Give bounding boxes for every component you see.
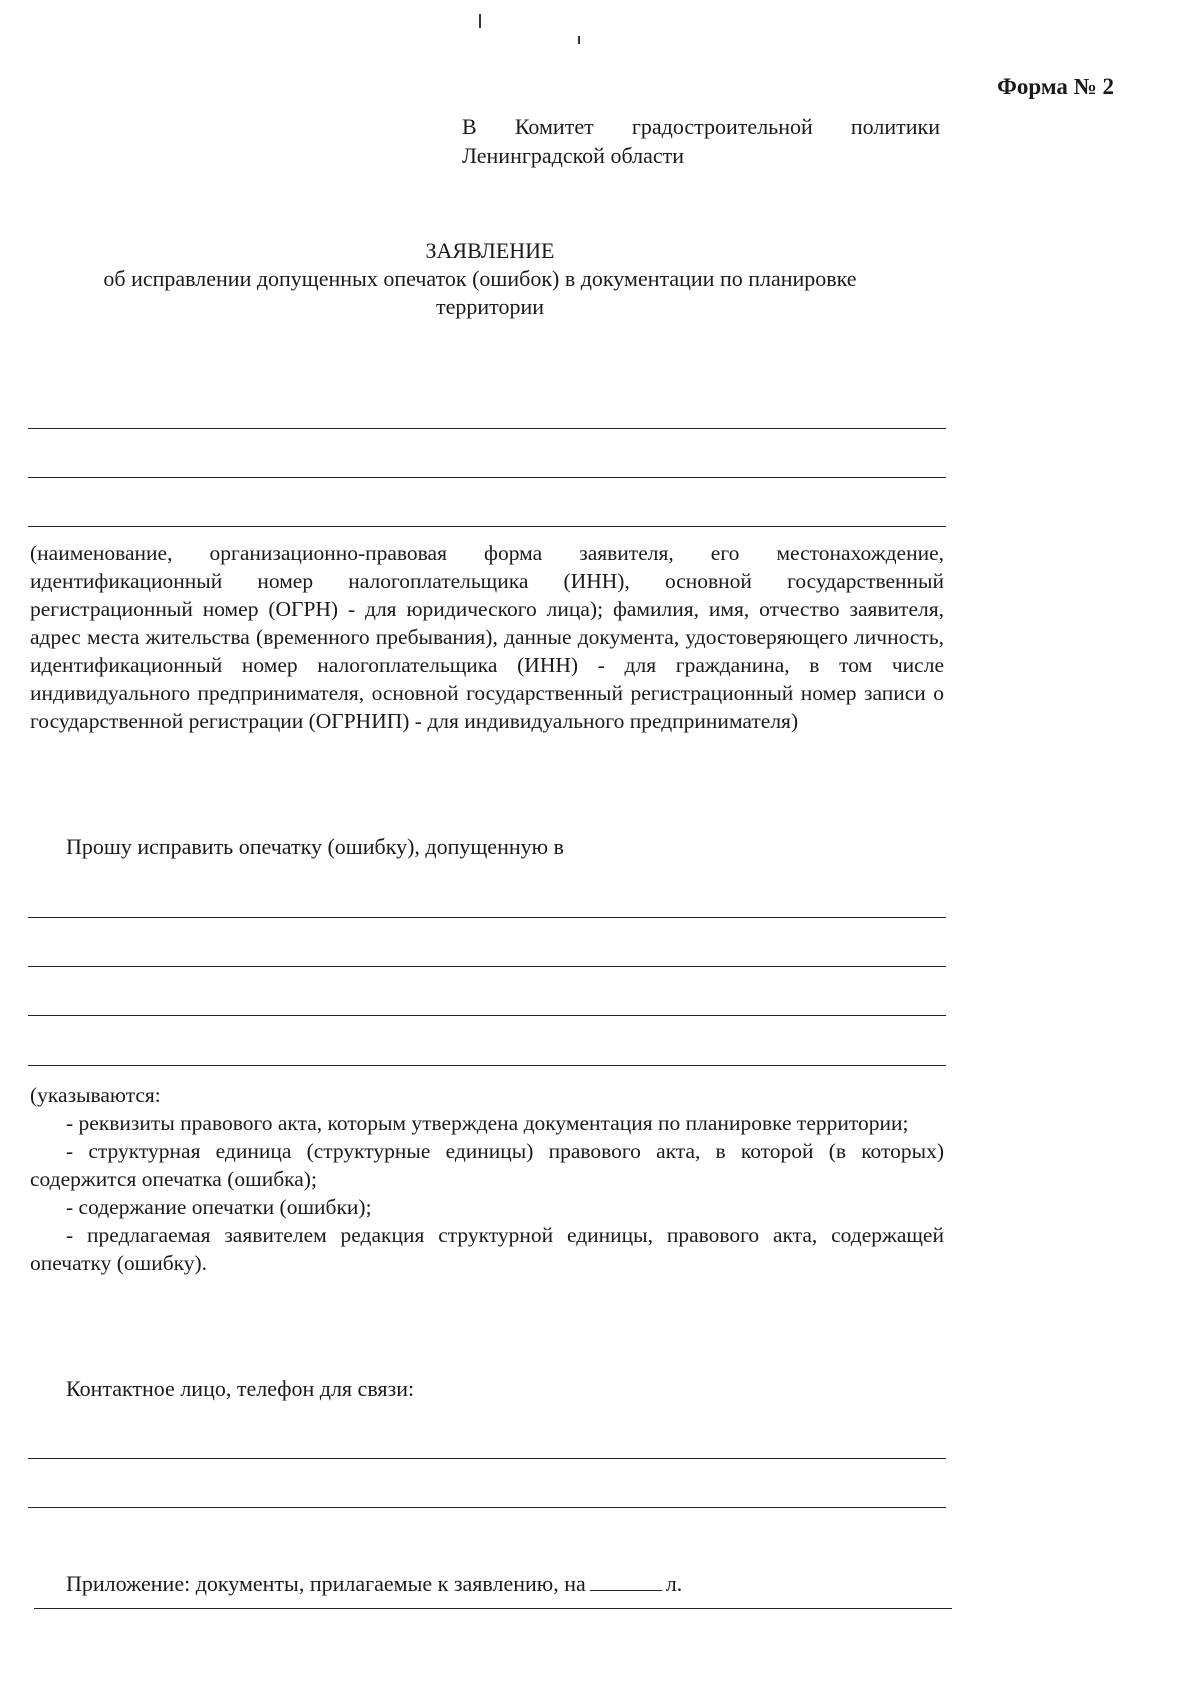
attachment-pages-field[interactable] (590, 1570, 662, 1591)
applicant-blank-line[interactable] (28, 526, 946, 527)
indications-item: - реквизиты правового акта, которым утверждена документация по планировке территории; (66, 1111, 909, 1135)
request-blank-line[interactable] (28, 1065, 946, 1066)
attachment-suffix: л. (665, 1571, 683, 1596)
request-blank-line[interactable] (28, 917, 946, 918)
attachment-prefix: Приложение: документы, прилагаемые к заявлению, на (66, 1571, 586, 1596)
attachment-blank-line[interactable] (34, 1608, 952, 1609)
request-blank-line[interactable] (28, 966, 946, 967)
indications-intro: (указываются: (30, 1083, 161, 1107)
contact-label: Контактное лицо, телефон для связи: (66, 1376, 415, 1401)
addressee-block (462, 112, 940, 170)
applicant-blank-line[interactable] (28, 428, 946, 429)
indications-block (30, 1081, 944, 1277)
contact-blank-line[interactable] (28, 1458, 946, 1459)
applicant-note (30, 539, 944, 735)
addressee-line-2: Ленинградской области (462, 143, 684, 168)
document-title (60, 237, 900, 321)
addressee-word: градостроительной (631, 114, 813, 139)
contact-blank-line[interactable] (28, 1507, 946, 1508)
form-number: Форма № 2 (997, 74, 1114, 99)
request-text: Прошу исправить опечатку (ошибку), допущенную в (66, 834, 564, 859)
indications-item: - предлагаемая заявителем редакция структурной единицы, правового акта, содержащей опечатку (ошибку). (30, 1223, 944, 1275)
indications-item: - структурная единица (структурные единицы) правового акта, в которой (в которых) содержится опечатка (ошибка); (30, 1139, 944, 1191)
addressee-word: политики (850, 114, 940, 139)
title-subtitle-line-1: об исправлении допущенных опечаток (ошибок) в документации по планировке (103, 266, 857, 291)
addressee-line-1 (462, 112, 940, 141)
addressee-word: Комитет (514, 114, 594, 139)
addressee-word: В (462, 114, 477, 139)
title-subtitle-line-2: территории (435, 294, 545, 319)
attachment-line (66, 1570, 682, 1597)
scan-mark (578, 36, 580, 44)
applicant-blank-line[interactable] (28, 477, 946, 478)
indications-item: - содержание опечатки (ошибки); (66, 1195, 372, 1219)
title-heading: ЗАЯВЛЕНИЕ (425, 238, 555, 263)
request-blank-line[interactable] (28, 1015, 946, 1016)
applicant-note-text: (наименование, организационно-правовая форма заявителя, его местонахождение, идентификационный номер налогоплательщика (ИНН), основной государственный регистрационный номер (ОГРН) - для юридического лица); фамилия, имя, отчество заявителя, адрес места жительства (временного пребывания), данные документа, удостоверяющего личность, идентификационный номер налогоплательщика (ИНН) - для гражданина, в том числе индивидуального предпринимателя, основной государственный регистрационный номер записи о государственной регистрации (ОГРНИП) - для индивидуального предпринимателя) (30, 541, 944, 733)
scan-mark (479, 14, 481, 28)
